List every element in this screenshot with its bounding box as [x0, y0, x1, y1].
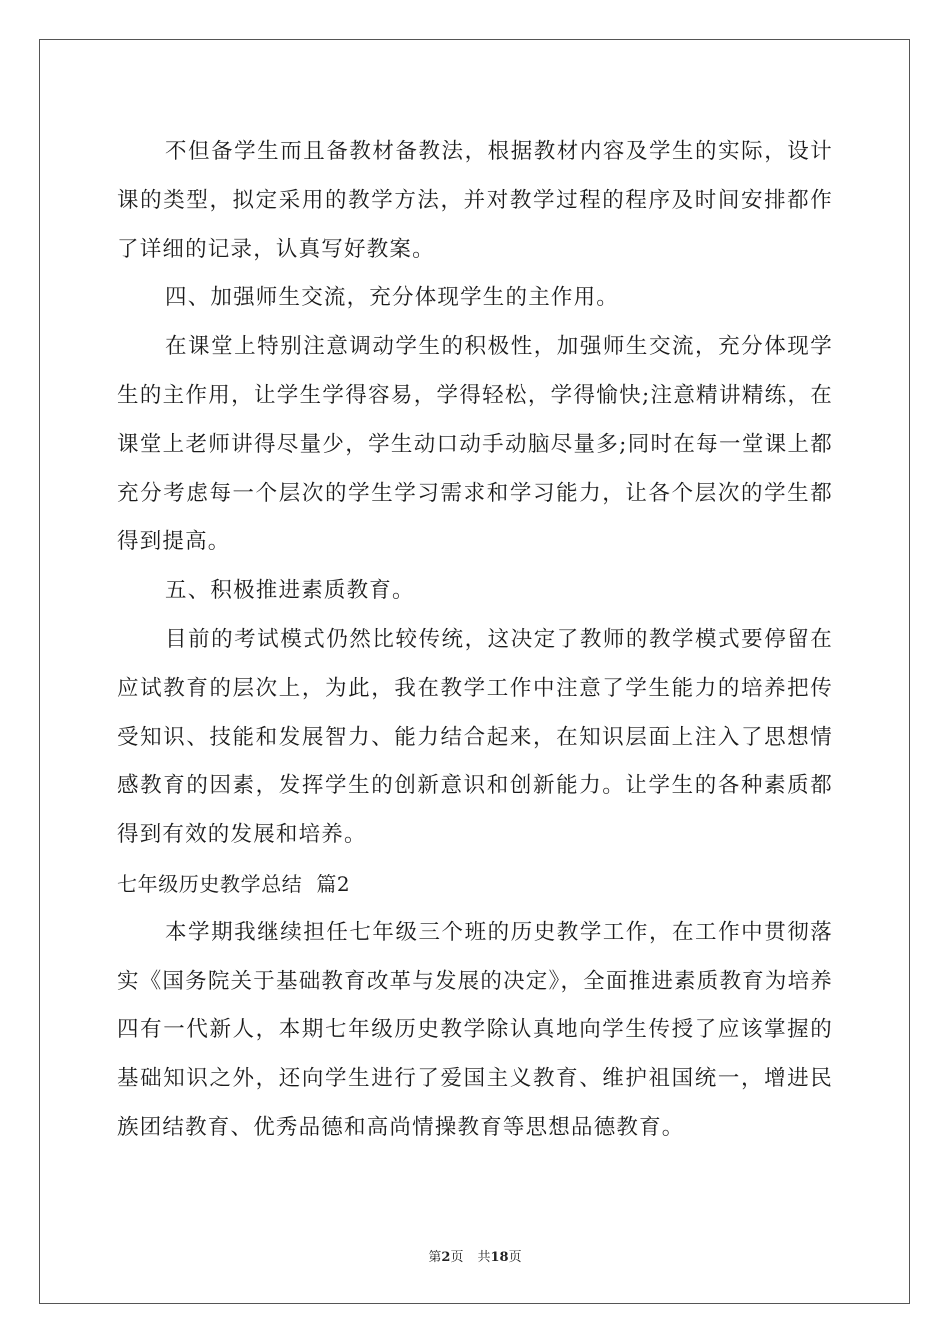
section-heading-four: 四、加强师生交流，充分体现学生的主作用。 — [165, 285, 620, 311]
article-title: 七年级历史教学总结 篇2 — [117, 871, 351, 896]
page-label-prefix: 第 — [428, 1250, 442, 1265]
paragraph-quality-education: 目前的考试模式仍然比较传统，这决定了教师的教学模式要停留在应试教育的层次上，为此，我在教学工作中注意了学生能力的培养把传受知识、技能和发展智力、能力结合起来，在知识层面上注入了思想情感教育的因素，发挥学生的创新意识和创新能力。让学生的各种素质都得到有效的发展和培养。 — [117, 626, 833, 848]
paragraph-continuation: 不但备学生而且备教材备教法，根据教材内容及学生的实际，设计课的类型，拟定采用的教学方法，并对教学过程的程序及时间安排都作了详细的记录，认真写好教案。 — [117, 139, 833, 262]
document-body — [117, 128, 833, 1153]
current-page-number: 2 — [441, 1250, 451, 1265]
total-label-suffix: 页 — [508, 1250, 522, 1265]
section-heading-five: 五、积极推进素质教育。 — [165, 578, 415, 604]
paragraph-article-intro: 本学期我继续担任七年级三个班的历史教学工作，在工作中贯彻落实《国务院关于基础教育改革与发展的决定》，全面推进素质教育为培养四有一代新人，本期七年级历史教学除认真地向学生传授了应该掌握的基础知识之外，还向学生进行了爱国主义教育、维护祖国统一，增进民族团结教育、优秀品德和高尚情操教育等思想品德教育。 — [117, 919, 833, 1140]
page-footer — [0, 1246, 950, 1265]
total-label-prefix: 共 — [477, 1250, 491, 1265]
total-page-number: 18 — [490, 1250, 509, 1265]
page-label-suffix: 页 — [450, 1250, 464, 1265]
paragraph-interaction: 在课堂上特别注意调动学生的积极性，加强师生交流，充分体现学生的主作用，让学生学得容易，学得轻松，学得愉快;注意精讲精练，在课堂上老师讲得尽量少，学生动口动手动脑尽量多;同时在每一堂课上都充分考虑每一个层次的学生学习需求和学习能力，让各个层次的学生都得到提高。 — [117, 334, 833, 555]
